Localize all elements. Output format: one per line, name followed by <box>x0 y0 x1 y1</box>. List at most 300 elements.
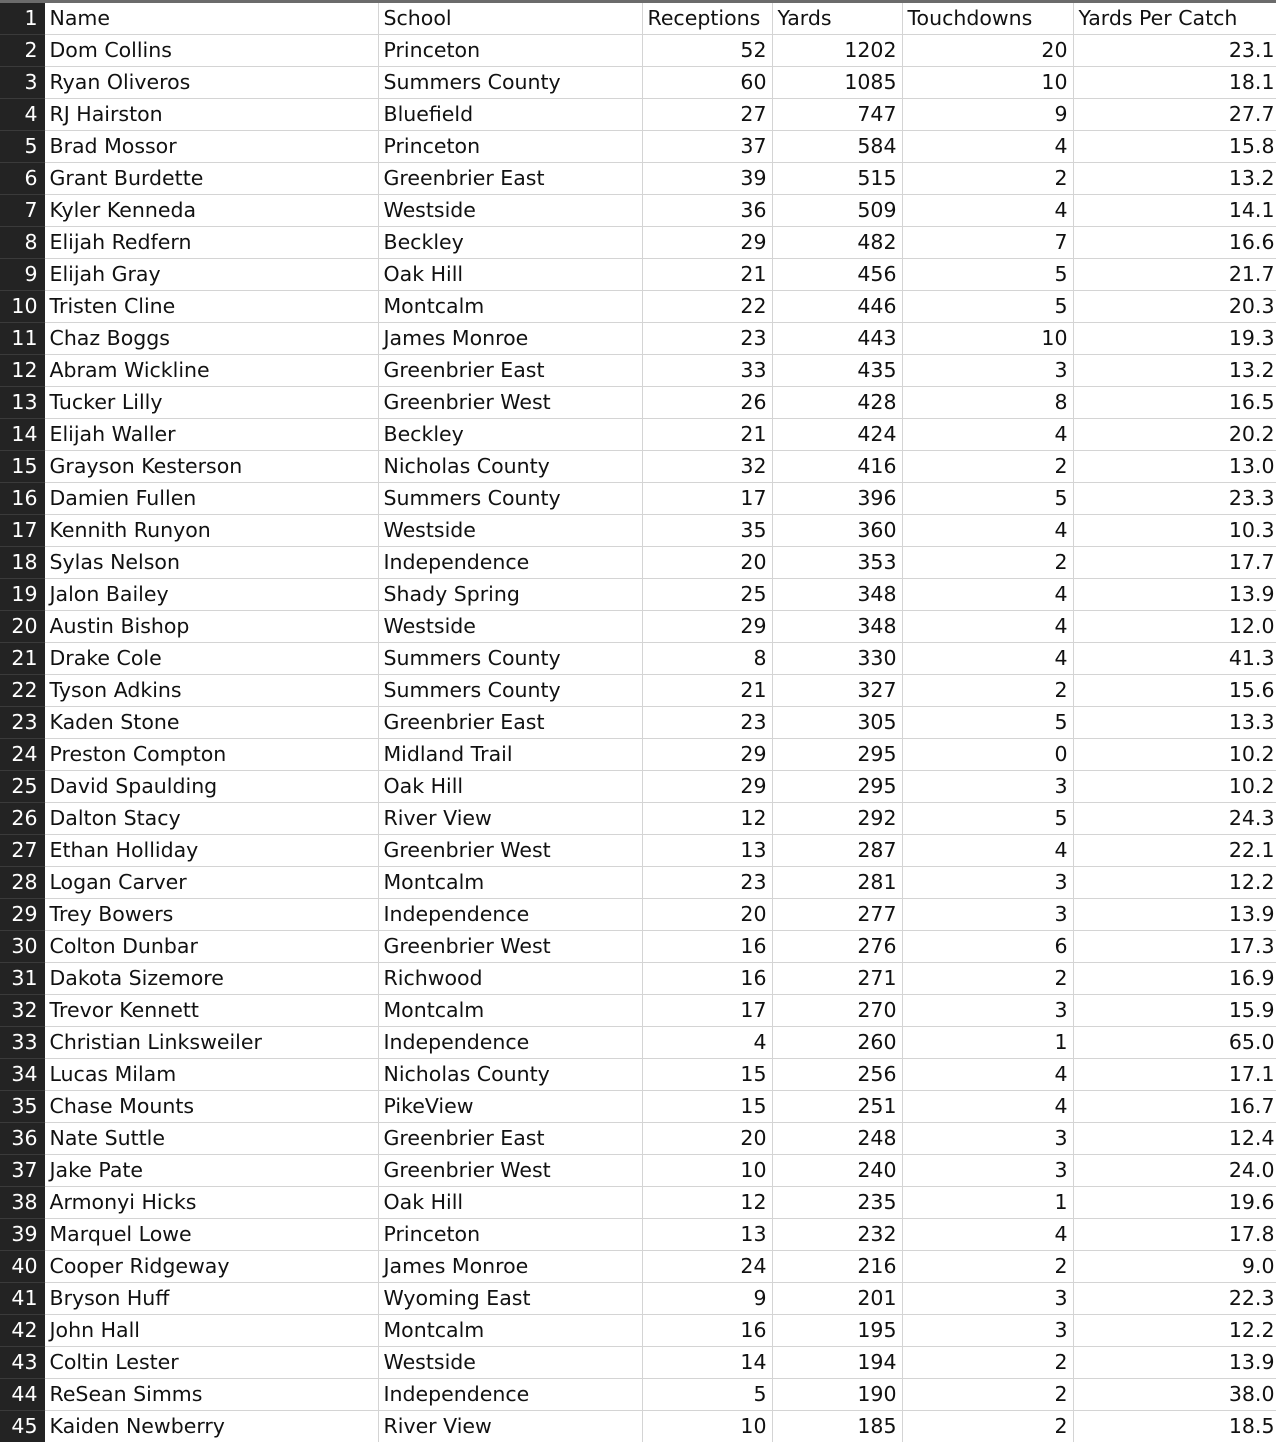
row-number[interactable]: 14 <box>0 419 44 451</box>
cell-receptions[interactable]: 17 <box>642 995 772 1027</box>
cell-receptions[interactable]: 5 <box>642 1379 772 1411</box>
cell-yards[interactable]: 190 <box>772 1379 902 1411</box>
cell-yards-per-catch[interactable]: 22.3 <box>1073 1283 1276 1315</box>
cell-touchdowns[interactable]: 1 <box>902 1027 1073 1059</box>
cell-name[interactable]: Logan Carver <box>44 867 378 899</box>
row-number[interactable]: 33 <box>0 1027 44 1059</box>
cell-yards[interactable]: 456 <box>772 259 902 291</box>
cell-yards-per-catch[interactable]: 12.2 <box>1073 867 1276 899</box>
cell-school[interactable]: Independence <box>378 547 642 579</box>
cell-yards[interactable]: 330 <box>772 643 902 675</box>
row-number[interactable]: 11 <box>0 323 44 355</box>
cell-name[interactable]: Trey Bowers <box>44 899 378 931</box>
cell-yards[interactable]: 327 <box>772 675 902 707</box>
cell-yards-per-catch[interactable]: 10.3 <box>1073 515 1276 547</box>
row-number[interactable]: 4 <box>0 99 44 131</box>
cell-name[interactable]: Brad Mossor <box>44 131 378 163</box>
row-number[interactable]: 16 <box>0 483 44 515</box>
row-number[interactable]: 10 <box>0 291 44 323</box>
cell-touchdowns[interactable]: 4 <box>902 1219 1073 1251</box>
cell-yards-per-catch[interactable]: 12.4 <box>1073 1123 1276 1155</box>
cell-yards[interactable]: 277 <box>772 899 902 931</box>
cell-touchdowns[interactable]: 2 <box>902 451 1073 483</box>
cell-touchdowns[interactable]: 2 <box>902 1379 1073 1411</box>
cell-name[interactable]: Colton Dunbar <box>44 931 378 963</box>
cell-touchdowns[interactable]: 4 <box>902 611 1073 643</box>
cell-receptions[interactable]: 29 <box>642 227 772 259</box>
cell-school[interactable]: Westside <box>378 195 642 227</box>
cell-touchdowns[interactable]: 4 <box>902 515 1073 547</box>
row-number[interactable]: 43 <box>0 1347 44 1379</box>
cell-receptions[interactable]: 21 <box>642 259 772 291</box>
row-number[interactable]: 32 <box>0 995 44 1027</box>
cell-touchdowns[interactable]: 4 <box>902 1091 1073 1123</box>
row-number[interactable]: 28 <box>0 867 44 899</box>
cell-yards[interactable]: 270 <box>772 995 902 1027</box>
cell-touchdowns[interactable]: 2 <box>902 547 1073 579</box>
cell-school[interactable]: Westside <box>378 515 642 547</box>
cell-name[interactable]: Bryson Huff <box>44 1283 378 1315</box>
cell-yards-per-catch[interactable]: 24.0 <box>1073 1155 1276 1187</box>
cell-yards[interactable]: 428 <box>772 387 902 419</box>
row-number[interactable]: 27 <box>0 835 44 867</box>
cell-receptions[interactable]: 15 <box>642 1091 772 1123</box>
column-header-yards[interactable]: Yards <box>772 2 902 35</box>
cell-yards[interactable]: 276 <box>772 931 902 963</box>
cell-yards[interactable]: 292 <box>772 803 902 835</box>
cell-school[interactable]: Independence <box>378 1379 642 1411</box>
cell-yards[interactable]: 216 <box>772 1251 902 1283</box>
cell-school[interactable]: Greenbrier West <box>378 387 642 419</box>
cell-name[interactable]: Lucas Milam <box>44 1059 378 1091</box>
cell-receptions[interactable]: 12 <box>642 1187 772 1219</box>
cell-touchdowns[interactable]: 3 <box>902 355 1073 387</box>
cell-touchdowns[interactable]: 2 <box>902 1251 1073 1283</box>
cell-receptions[interactable]: 16 <box>642 1315 772 1347</box>
cell-yards[interactable]: 747 <box>772 99 902 131</box>
cell-receptions[interactable]: 60 <box>642 67 772 99</box>
cell-school[interactable]: Shady Spring <box>378 579 642 611</box>
cell-school[interactable]: PikeView <box>378 1091 642 1123</box>
row-number[interactable]: 20 <box>0 611 44 643</box>
cell-touchdowns[interactable]: 4 <box>902 579 1073 611</box>
cell-school[interactable]: River View <box>378 803 642 835</box>
cell-receptions[interactable]: 35 <box>642 515 772 547</box>
cell-school[interactable]: Bluefield <box>378 99 642 131</box>
cell-touchdowns[interactable]: 6 <box>902 931 1073 963</box>
cell-receptions[interactable]: 37 <box>642 131 772 163</box>
cell-receptions[interactable]: 23 <box>642 323 772 355</box>
cell-school[interactable]: Greenbrier West <box>378 1155 642 1187</box>
cell-school[interactable]: Greenbrier East <box>378 707 642 739</box>
row-number[interactable]: 8 <box>0 227 44 259</box>
cell-yards-per-catch[interactable]: 16.5 <box>1073 387 1276 419</box>
cell-yards[interactable]: 260 <box>772 1027 902 1059</box>
row-number[interactable]: 30 <box>0 931 44 963</box>
cell-yards[interactable]: 416 <box>772 451 902 483</box>
cell-touchdowns[interactable]: 5 <box>902 803 1073 835</box>
cell-touchdowns[interactable]: 3 <box>902 867 1073 899</box>
cell-school[interactable]: Montcalm <box>378 995 642 1027</box>
cell-receptions[interactable]: 33 <box>642 355 772 387</box>
cell-yards-per-catch[interactable]: 10.2 <box>1073 739 1276 771</box>
cell-yards-per-catch[interactable]: 65.0 <box>1073 1027 1276 1059</box>
cell-yards[interactable]: 251 <box>772 1091 902 1123</box>
row-number[interactable]: 22 <box>0 675 44 707</box>
cell-yards[interactable]: 515 <box>772 163 902 195</box>
cell-touchdowns[interactable]: 3 <box>902 995 1073 1027</box>
cell-name[interactable]: Sylas Nelson <box>44 547 378 579</box>
cell-yards-per-catch[interactable]: 27.7 <box>1073 99 1276 131</box>
cell-yards[interactable]: 348 <box>772 579 902 611</box>
row-number[interactable]: 1 <box>0 2 44 35</box>
cell-yards-per-catch[interactable]: 22.1 <box>1073 835 1276 867</box>
cell-receptions[interactable]: 36 <box>642 195 772 227</box>
cell-name[interactable]: Trevor Kennett <box>44 995 378 1027</box>
cell-touchdowns[interactable]: 20 <box>902 35 1073 67</box>
cell-touchdowns[interactable]: 4 <box>902 1059 1073 1091</box>
column-header-name[interactable]: Name <box>44 2 378 35</box>
cell-touchdowns[interactable]: 2 <box>902 1347 1073 1379</box>
cell-school[interactable]: Princeton <box>378 35 642 67</box>
cell-name[interactable]: Grant Burdette <box>44 163 378 195</box>
cell-name[interactable]: Kaiden Newberry <box>44 1411 378 1442</box>
cell-yards[interactable]: 185 <box>772 1411 902 1442</box>
row-number[interactable]: 15 <box>0 451 44 483</box>
cell-receptions[interactable]: 23 <box>642 867 772 899</box>
cell-yards[interactable]: 424 <box>772 419 902 451</box>
cell-touchdowns[interactable]: 5 <box>902 483 1073 515</box>
cell-yards[interactable]: 248 <box>772 1123 902 1155</box>
row-number[interactable]: 6 <box>0 163 44 195</box>
cell-school[interactable]: Nicholas County <box>378 1059 642 1091</box>
row-number[interactable]: 23 <box>0 707 44 739</box>
cell-receptions[interactable]: 26 <box>642 387 772 419</box>
cell-name[interactable]: Coltin Lester <box>44 1347 378 1379</box>
cell-school[interactable]: River View <box>378 1411 642 1442</box>
row-number[interactable]: 2 <box>0 35 44 67</box>
cell-receptions[interactable]: 20 <box>642 1123 772 1155</box>
row-number[interactable]: 13 <box>0 387 44 419</box>
cell-receptions[interactable]: 52 <box>642 35 772 67</box>
cell-touchdowns[interactable]: 3 <box>902 1315 1073 1347</box>
cell-yards-per-catch[interactable]: 19.3 <box>1073 323 1276 355</box>
cell-name[interactable]: Kyler Kenneda <box>44 195 378 227</box>
column-header-school[interactable]: School <box>378 2 642 35</box>
cell-name[interactable]: Elijah Gray <box>44 259 378 291</box>
cell-receptions[interactable]: 16 <box>642 931 772 963</box>
row-number[interactable]: 39 <box>0 1219 44 1251</box>
cell-school[interactable]: Montcalm <box>378 867 642 899</box>
cell-yards-per-catch[interactable]: 23.1 <box>1073 35 1276 67</box>
cell-touchdowns[interactable]: 10 <box>902 323 1073 355</box>
cell-school[interactable]: Greenbrier East <box>378 163 642 195</box>
cell-touchdowns[interactable]: 3 <box>902 1283 1073 1315</box>
row-number[interactable]: 5 <box>0 131 44 163</box>
cell-yards[interactable]: 194 <box>772 1347 902 1379</box>
cell-touchdowns[interactable]: 5 <box>902 291 1073 323</box>
cell-school[interactable]: Greenbrier West <box>378 835 642 867</box>
cell-school[interactable]: Nicholas County <box>378 451 642 483</box>
cell-receptions[interactable]: 29 <box>642 611 772 643</box>
cell-school[interactable]: Greenbrier East <box>378 1123 642 1155</box>
cell-name[interactable]: Dalton Stacy <box>44 803 378 835</box>
row-number[interactable]: 18 <box>0 547 44 579</box>
cell-school[interactable]: Summers County <box>378 67 642 99</box>
cell-touchdowns[interactable]: 1 <box>902 1187 1073 1219</box>
cell-name[interactable]: Chaz Boggs <box>44 323 378 355</box>
cell-name[interactable]: Nate Suttle <box>44 1123 378 1155</box>
cell-yards-per-catch[interactable]: 9.0 <box>1073 1251 1276 1283</box>
cell-yards[interactable]: 232 <box>772 1219 902 1251</box>
cell-yards-per-catch[interactable]: 17.1 <box>1073 1059 1276 1091</box>
cell-name[interactable]: Austin Bishop <box>44 611 378 643</box>
cell-yards-per-catch[interactable]: 13.9 <box>1073 899 1276 931</box>
row-number[interactable]: 42 <box>0 1315 44 1347</box>
cell-yards-per-catch[interactable]: 12.2 <box>1073 1315 1276 1347</box>
row-number[interactable]: 19 <box>0 579 44 611</box>
cell-name[interactable]: Dom Collins <box>44 35 378 67</box>
cell-receptions[interactable]: 13 <box>642 1219 772 1251</box>
cell-school[interactable]: James Monroe <box>378 1251 642 1283</box>
cell-name[interactable]: Drake Cole <box>44 643 378 675</box>
cell-name[interactable]: Christian Linksweiler <box>44 1027 378 1059</box>
cell-school[interactable]: Summers County <box>378 483 642 515</box>
cell-school[interactable]: Princeton <box>378 1219 642 1251</box>
cell-school[interactable]: Summers County <box>378 675 642 707</box>
cell-name[interactable]: Ryan Oliveros <box>44 67 378 99</box>
cell-receptions[interactable]: 4 <box>642 1027 772 1059</box>
cell-receptions[interactable]: 8 <box>642 643 772 675</box>
cell-yards[interactable]: 1202 <box>772 35 902 67</box>
cell-school[interactable]: Greenbrier East <box>378 355 642 387</box>
cell-name[interactable]: Jalon Bailey <box>44 579 378 611</box>
column-header-receptions[interactable]: Receptions <box>642 2 772 35</box>
cell-name[interactable]: Elijah Redfern <box>44 227 378 259</box>
cell-touchdowns[interactable]: 4 <box>902 131 1073 163</box>
cell-yards-per-catch[interactable]: 41.3 <box>1073 643 1276 675</box>
row-number[interactable]: 12 <box>0 355 44 387</box>
cell-yards[interactable]: 509 <box>772 195 902 227</box>
row-number[interactable]: 24 <box>0 739 44 771</box>
cell-school[interactable]: Westside <box>378 1347 642 1379</box>
cell-yards-per-catch[interactable]: 20.3 <box>1073 291 1276 323</box>
cell-yards-per-catch[interactable]: 13.9 <box>1073 579 1276 611</box>
cell-name[interactable]: Abram Wickline <box>44 355 378 387</box>
cell-school[interactable]: Oak Hill <box>378 771 642 803</box>
cell-yards-per-catch[interactable]: 17.7 <box>1073 547 1276 579</box>
cell-touchdowns[interactable]: 2 <box>902 163 1073 195</box>
cell-yards-per-catch[interactable]: 12.0 <box>1073 611 1276 643</box>
cell-receptions[interactable]: 21 <box>642 419 772 451</box>
cell-school[interactable]: Westside <box>378 611 642 643</box>
cell-yards-per-catch[interactable]: 13.0 <box>1073 451 1276 483</box>
cell-receptions[interactable]: 27 <box>642 99 772 131</box>
row-number[interactable]: 7 <box>0 195 44 227</box>
cell-touchdowns[interactable]: 8 <box>902 387 1073 419</box>
cell-yards-per-catch[interactable]: 15.9 <box>1073 995 1276 1027</box>
cell-yards-per-catch[interactable]: 14.1 <box>1073 195 1276 227</box>
row-number[interactable]: 41 <box>0 1283 44 1315</box>
row-number[interactable]: 17 <box>0 515 44 547</box>
cell-name[interactable]: ReSean Simms <box>44 1379 378 1411</box>
cell-yards[interactable]: 195 <box>772 1315 902 1347</box>
cell-name[interactable]: Marquel Lowe <box>44 1219 378 1251</box>
cell-touchdowns[interactable]: 0 <box>902 739 1073 771</box>
cell-yards-per-catch[interactable]: 10.2 <box>1073 771 1276 803</box>
cell-yards-per-catch[interactable]: 15.8 <box>1073 131 1276 163</box>
cell-yards-per-catch[interactable]: 17.3 <box>1073 931 1276 963</box>
cell-school[interactable]: Independence <box>378 899 642 931</box>
cell-yards[interactable]: 305 <box>772 707 902 739</box>
row-number[interactable]: 40 <box>0 1251 44 1283</box>
row-number[interactable]: 9 <box>0 259 44 291</box>
cell-touchdowns[interactable]: 3 <box>902 771 1073 803</box>
cell-name[interactable]: Tyson Adkins <box>44 675 378 707</box>
cell-yards[interactable]: 295 <box>772 771 902 803</box>
column-header-touchdowns[interactable]: Touchdowns <box>902 2 1073 35</box>
cell-name[interactable]: Tristen Cline <box>44 291 378 323</box>
column-header-yards-per-catch[interactable]: Yards Per Catch <box>1073 2 1276 35</box>
cell-school[interactable]: James Monroe <box>378 323 642 355</box>
cell-name[interactable]: Preston Compton <box>44 739 378 771</box>
cell-receptions[interactable]: 29 <box>642 771 772 803</box>
row-number[interactable]: 31 <box>0 963 44 995</box>
cell-touchdowns[interactable]: 4 <box>902 195 1073 227</box>
cell-yards-per-catch[interactable]: 19.6 <box>1073 1187 1276 1219</box>
cell-touchdowns[interactable]: 3 <box>902 1155 1073 1187</box>
cell-yards-per-catch[interactable]: 13.9 <box>1073 1347 1276 1379</box>
cell-touchdowns[interactable]: 4 <box>902 835 1073 867</box>
cell-receptions[interactable]: 20 <box>642 547 772 579</box>
cell-touchdowns[interactable]: 4 <box>902 643 1073 675</box>
cell-receptions[interactable]: 10 <box>642 1411 772 1442</box>
cell-name[interactable]: Jake Pate <box>44 1155 378 1187</box>
cell-receptions[interactable]: 24 <box>642 1251 772 1283</box>
row-number[interactable]: 37 <box>0 1155 44 1187</box>
cell-yards-per-catch[interactable]: 16.6 <box>1073 227 1276 259</box>
cell-yards[interactable]: 256 <box>772 1059 902 1091</box>
row-number[interactable]: 26 <box>0 803 44 835</box>
cell-receptions[interactable]: 20 <box>642 899 772 931</box>
cell-yards[interactable]: 360 <box>772 515 902 547</box>
cell-school[interactable]: Richwood <box>378 963 642 995</box>
row-number[interactable]: 35 <box>0 1091 44 1123</box>
cell-school[interactable]: Summers County <box>378 643 642 675</box>
row-number[interactable]: 44 <box>0 1379 44 1411</box>
cell-yards[interactable]: 240 <box>772 1155 902 1187</box>
cell-yards[interactable]: 1085 <box>772 67 902 99</box>
cell-receptions[interactable]: 15 <box>642 1059 772 1091</box>
cell-yards[interactable]: 295 <box>772 739 902 771</box>
row-number[interactable]: 21 <box>0 643 44 675</box>
row-number[interactable]: 34 <box>0 1059 44 1091</box>
cell-yards[interactable]: 281 <box>772 867 902 899</box>
cell-yards-per-catch[interactable]: 16.7 <box>1073 1091 1276 1123</box>
cell-name[interactable]: RJ Hairston <box>44 99 378 131</box>
cell-receptions[interactable]: 39 <box>642 163 772 195</box>
cell-yards-per-catch[interactable]: 13.2 <box>1073 163 1276 195</box>
cell-name[interactable]: John Hall <box>44 1315 378 1347</box>
cell-name[interactable]: Kennith Runyon <box>44 515 378 547</box>
row-number[interactable]: 29 <box>0 899 44 931</box>
cell-receptions[interactable]: 13 <box>642 835 772 867</box>
cell-school[interactable]: Wyoming East <box>378 1283 642 1315</box>
cell-name[interactable]: Elijah Waller <box>44 419 378 451</box>
cell-yards[interactable]: 271 <box>772 963 902 995</box>
cell-name[interactable]: Cooper Ridgeway <box>44 1251 378 1283</box>
cell-yards[interactable]: 396 <box>772 483 902 515</box>
cell-yards-per-catch[interactable]: 24.3 <box>1073 803 1276 835</box>
cell-receptions[interactable]: 22 <box>642 291 772 323</box>
cell-touchdowns[interactable]: 5 <box>902 707 1073 739</box>
cell-yards[interactable]: 201 <box>772 1283 902 1315</box>
cell-name[interactable]: Armonyi Hicks <box>44 1187 378 1219</box>
cell-touchdowns[interactable]: 2 <box>902 675 1073 707</box>
cell-yards-per-catch[interactable]: 13.3 <box>1073 707 1276 739</box>
cell-name[interactable]: Dakota Sizemore <box>44 963 378 995</box>
row-number[interactable]: 38 <box>0 1187 44 1219</box>
cell-yards[interactable]: 443 <box>772 323 902 355</box>
cell-name[interactable]: Grayson Kesterson <box>44 451 378 483</box>
cell-yards-per-catch[interactable]: 16.9 <box>1073 963 1276 995</box>
cell-touchdowns[interactable]: 10 <box>902 67 1073 99</box>
cell-receptions[interactable]: 21 <box>642 675 772 707</box>
cell-yards[interactable]: 584 <box>772 131 902 163</box>
cell-school[interactable]: Greenbrier West <box>378 931 642 963</box>
cell-yards-per-catch[interactable]: 18.1 <box>1073 67 1276 99</box>
cell-receptions[interactable]: 23 <box>642 707 772 739</box>
cell-receptions[interactable]: 16 <box>642 963 772 995</box>
row-number[interactable]: 36 <box>0 1123 44 1155</box>
cell-yards-per-catch[interactable]: 13.2 <box>1073 355 1276 387</box>
cell-school[interactable]: Oak Hill <box>378 1187 642 1219</box>
cell-touchdowns[interactable]: 5 <box>902 259 1073 291</box>
cell-receptions[interactable]: 12 <box>642 803 772 835</box>
cell-receptions[interactable]: 14 <box>642 1347 772 1379</box>
row-number[interactable]: 25 <box>0 771 44 803</box>
cell-yards-per-catch[interactable]: 23.3 <box>1073 483 1276 515</box>
cell-yards[interactable]: 482 <box>772 227 902 259</box>
cell-school[interactable]: Montcalm <box>378 291 642 323</box>
cell-yards-per-catch[interactable]: 38.0 <box>1073 1379 1276 1411</box>
cell-touchdowns[interactable]: 3 <box>902 899 1073 931</box>
cell-school[interactable]: Montcalm <box>378 1315 642 1347</box>
cell-receptions[interactable]: 17 <box>642 483 772 515</box>
cell-school[interactable]: Midland Trail <box>378 739 642 771</box>
cell-yards[interactable]: 353 <box>772 547 902 579</box>
cell-yards[interactable]: 348 <box>772 611 902 643</box>
cell-touchdowns[interactable]: 2 <box>902 1411 1073 1442</box>
cell-school[interactable]: Oak Hill <box>378 259 642 291</box>
cell-school[interactable]: Independence <box>378 1027 642 1059</box>
cell-yards[interactable]: 446 <box>772 291 902 323</box>
cell-yards-per-catch[interactable]: 15.6 <box>1073 675 1276 707</box>
cell-yards-per-catch[interactable]: 18.5 <box>1073 1411 1276 1442</box>
cell-touchdowns[interactable]: 3 <box>902 1123 1073 1155</box>
row-number[interactable]: 45 <box>0 1411 44 1442</box>
cell-name[interactable]: Damien Fullen <box>44 483 378 515</box>
cell-yards[interactable]: 235 <box>772 1187 902 1219</box>
cell-receptions[interactable]: 10 <box>642 1155 772 1187</box>
cell-receptions[interactable]: 29 <box>642 739 772 771</box>
cell-name[interactable]: Kaden Stone <box>44 707 378 739</box>
cell-touchdowns[interactable]: 2 <box>902 963 1073 995</box>
cell-yards-per-catch[interactable]: 21.7 <box>1073 259 1276 291</box>
row-number[interactable]: 3 <box>0 67 44 99</box>
cell-school[interactable]: Princeton <box>378 131 642 163</box>
cell-yards-per-catch[interactable]: 20.2 <box>1073 419 1276 451</box>
